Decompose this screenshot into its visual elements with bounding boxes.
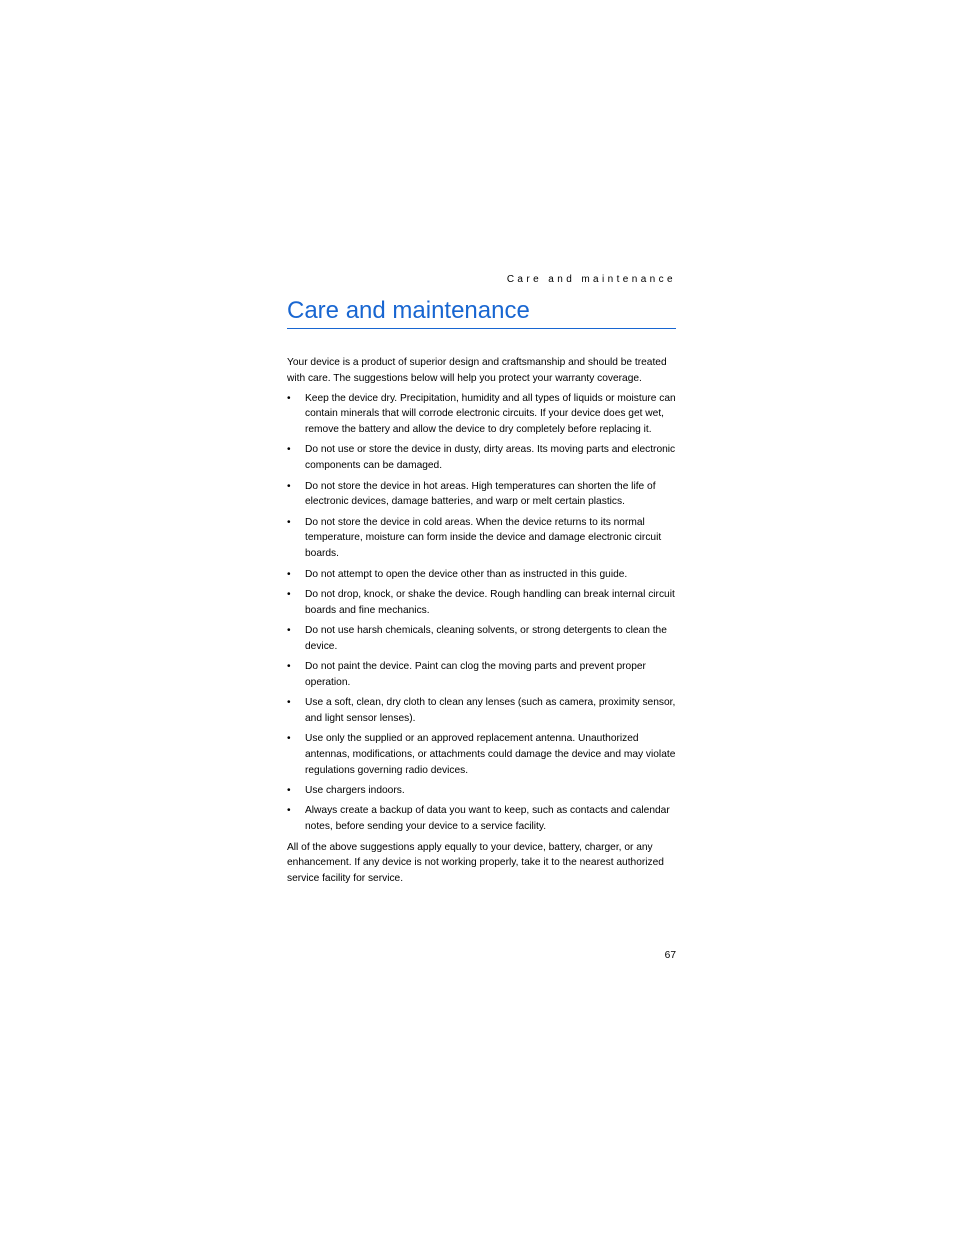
list-item-text: Do not attempt to open the device other than as instructed in this guide. xyxy=(305,568,628,580)
bullet-icon: • xyxy=(287,697,291,709)
bullet-icon: • xyxy=(287,624,291,636)
running-header: Care and maintenance xyxy=(506,274,676,285)
list-item-text: Do not use harsh chemicals, cleaning solvents, or strong detergents to clean the device. xyxy=(305,624,667,652)
document-page xyxy=(287,0,676,1235)
list-item-text: Keep the device dry. Precipitation, humidity and all types of liquids or moisture can contain minerals that will corrode electronic circuits. If your device does get wet, remove the battery and allow the device to dry completely before replacing it. xyxy=(305,392,676,436)
bullet-icon: • xyxy=(287,588,291,600)
list-item-text: Use chargers indoors. xyxy=(305,785,405,797)
chapter-title: Care and maintenance xyxy=(287,296,676,329)
list-item-text: Do not drop, knock, or shake the device. Rough handling can break internal circuit boards and fine mechanics. xyxy=(305,588,675,616)
list-item xyxy=(287,623,676,655)
list-item-text: Use a soft, clean, dry cloth to clean any lenses (such as camera, proximity sensor, and light sensor lenses). xyxy=(305,697,676,724)
bullet-icon: • xyxy=(287,568,291,580)
list-item xyxy=(287,567,676,583)
page-number: 67 xyxy=(664,950,676,961)
bullet-icon: • xyxy=(287,480,291,492)
list-item xyxy=(287,783,676,799)
list-item-text: Do not paint the device. Paint can clog the moving parts and prevent proper operation. xyxy=(305,661,646,688)
list-item xyxy=(287,695,676,727)
list-item xyxy=(287,391,676,438)
bullet-icon: • xyxy=(287,444,291,456)
bullet-icon: • xyxy=(287,516,291,528)
list-item xyxy=(287,442,676,474)
list-item xyxy=(287,479,676,511)
list-item xyxy=(287,587,676,619)
list-item-text: Do not use or store the device in dusty, dirty areas. Its moving parts and electronic components can be damaged. xyxy=(305,444,676,472)
list-item-text: Do not store the device in hot areas. High temperatures can shorten the life of electronic devices, damage batteries, and warp or melt certain plastics. xyxy=(305,480,656,508)
bullet-icon: • xyxy=(287,661,291,673)
list-item xyxy=(287,803,676,835)
list-item xyxy=(287,731,676,778)
intro-paragraph: Your device is a product of superior design and craftsmanship and should be treated with care. The suggestions below will help you protect your warranty coverage. xyxy=(287,357,667,384)
body-content xyxy=(287,355,676,887)
closing-paragraph: All of the above suggestions apply equally to your device, battery, charger, or any enhancement. If any device is not working properly, take it to the nearest authorized service facility for service. xyxy=(287,841,664,885)
bullet-icon: • xyxy=(287,805,291,817)
care-bullet-list xyxy=(287,391,676,835)
list-item-text: Always create a backup of data you want to keep, such as contacts and calendar notes, before sending your device to a service facility. xyxy=(305,805,670,833)
list-item-text: Use only the supplied or an approved replacement antenna. Unauthorized antennas, modifications, or attachments could damage the device and may violate regulations governing radio devices. xyxy=(305,733,676,776)
list-item xyxy=(287,515,676,562)
bullet-icon: • xyxy=(287,733,291,745)
list-item-text: Do not store the device in cold areas. When the device returns to its normal temperature, moisture can form inside the device and damage electronic circuit boards. xyxy=(305,516,662,560)
bullet-icon: • xyxy=(287,785,291,797)
list-item xyxy=(287,659,676,691)
bullet-icon: • xyxy=(287,392,291,404)
